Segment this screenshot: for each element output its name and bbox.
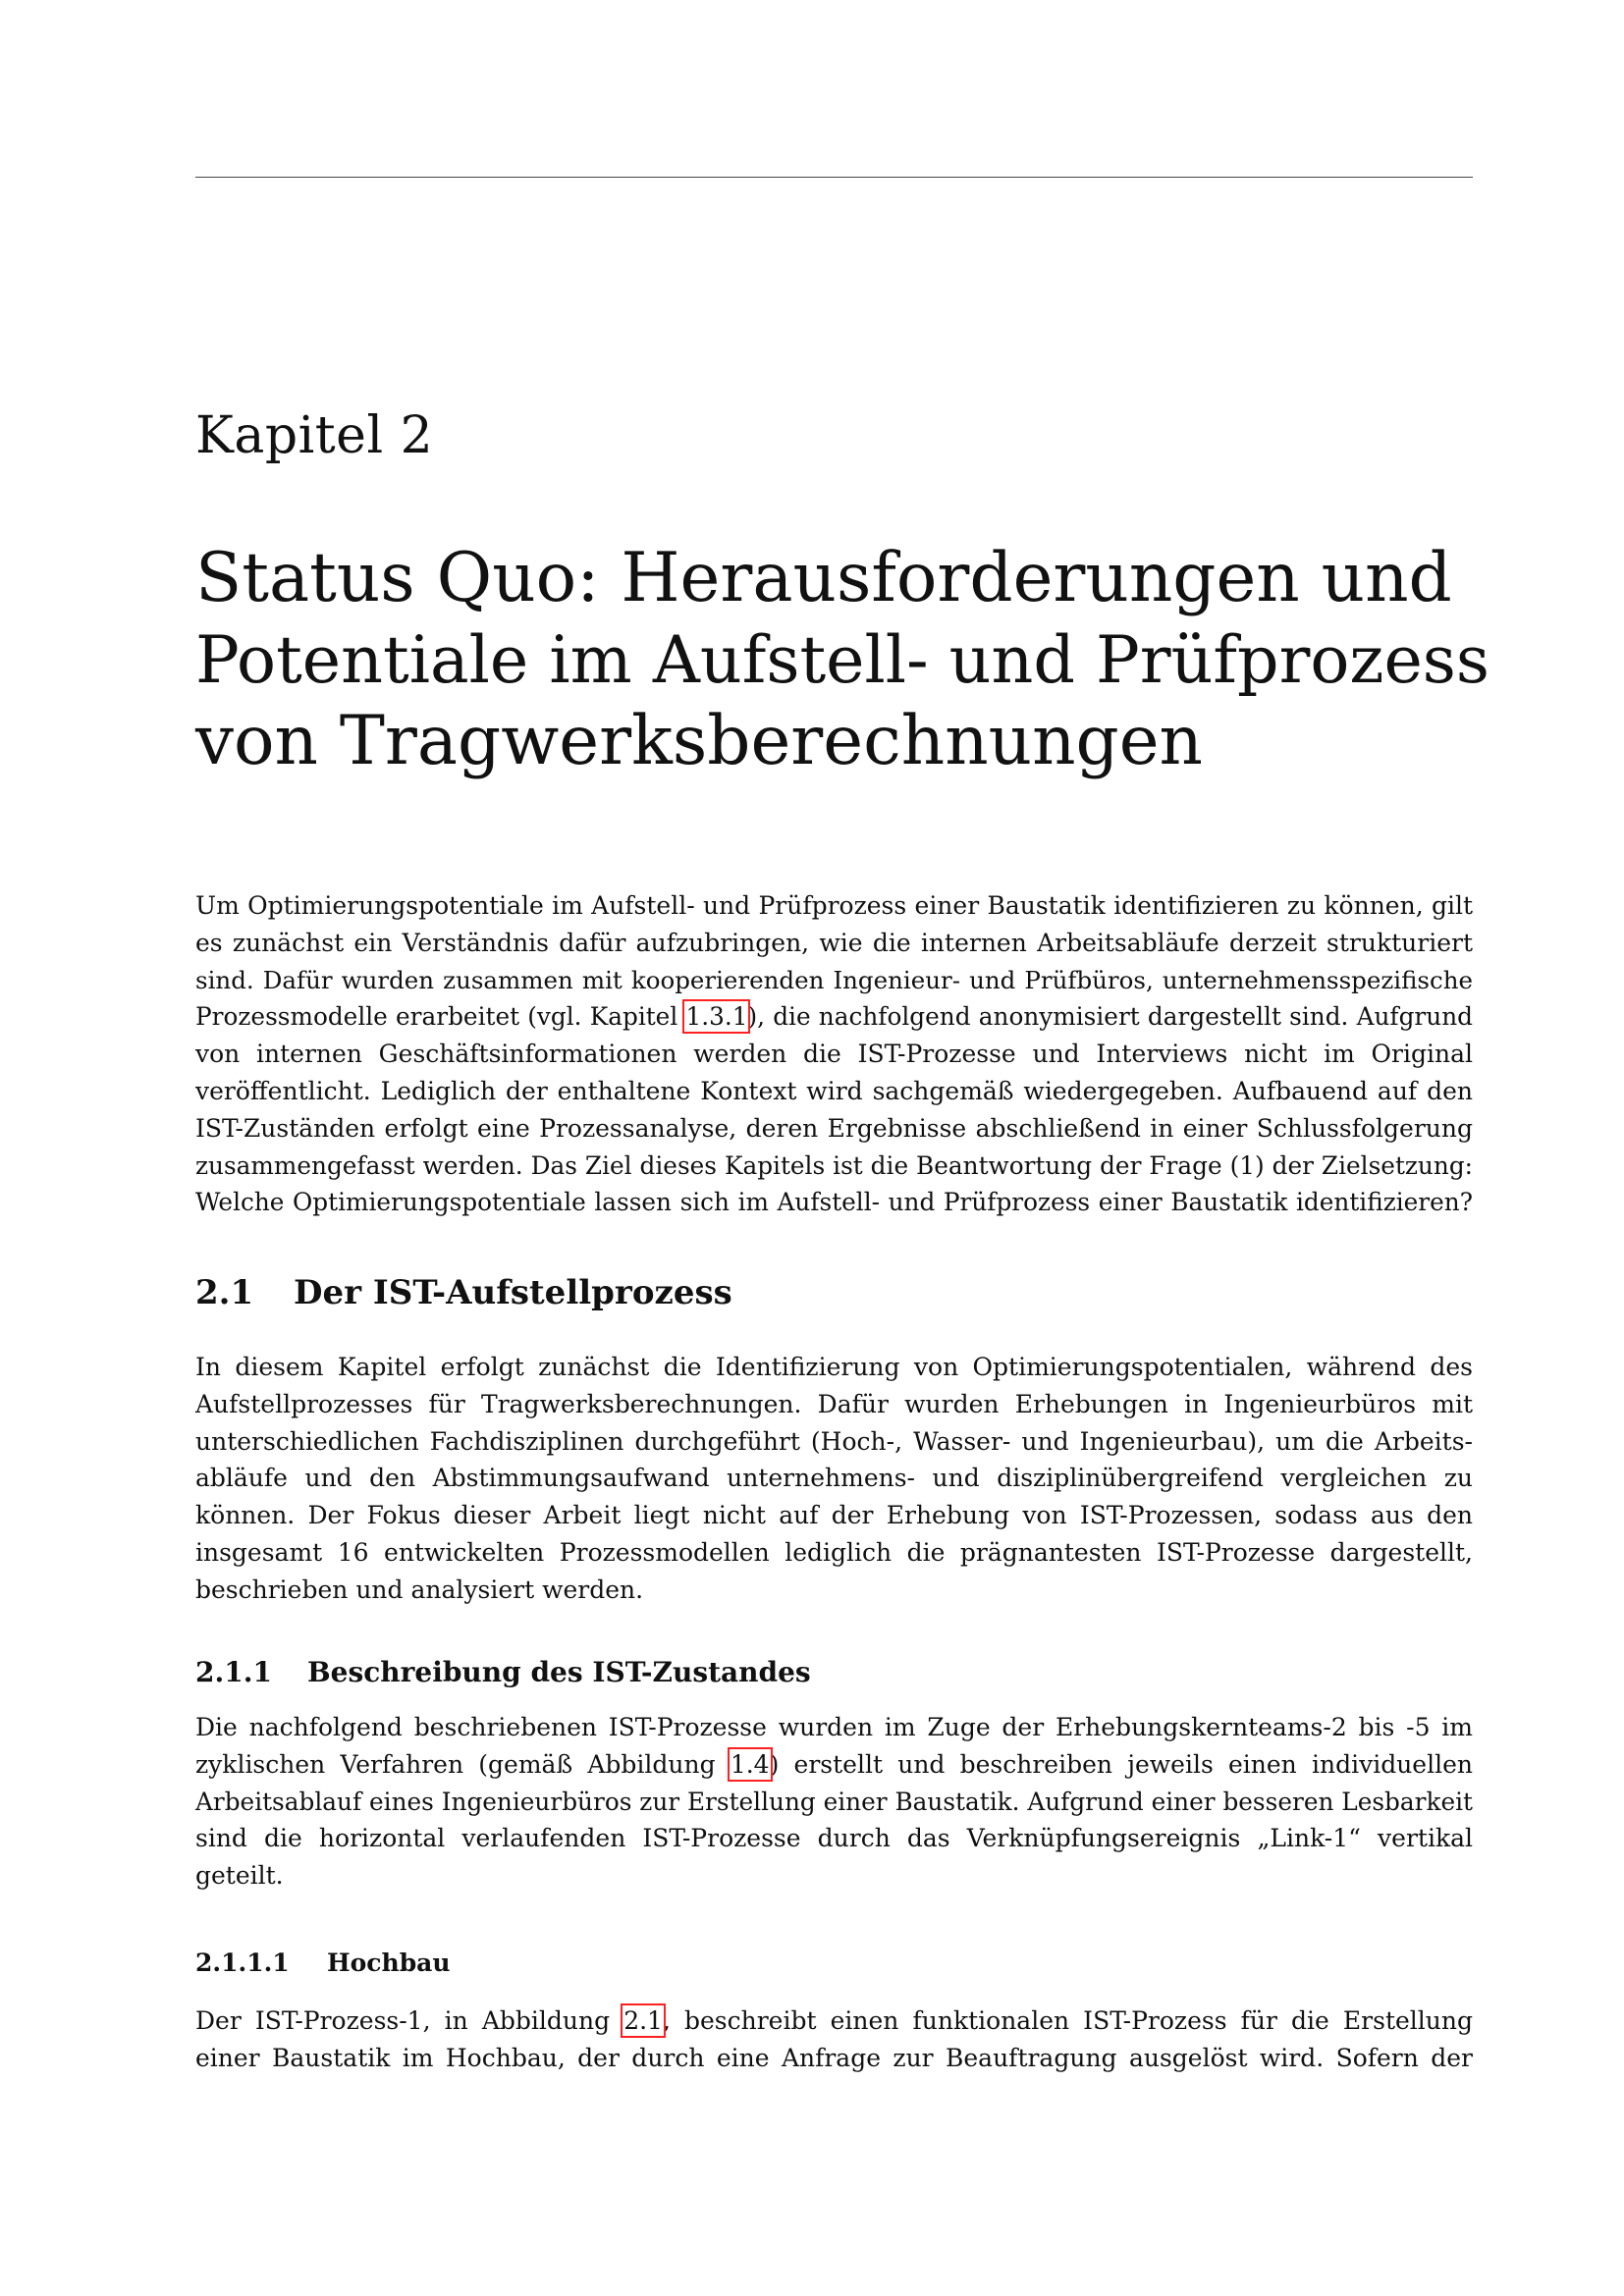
text-line: abläufe und den Abstimmungsaufwand unternehmens- und disziplinübergreifend vergleichen zu [195, 1464, 1473, 1493]
text-fragment: ) erstellt und beschreiben jeweils einen individuellen [769, 1749, 1473, 1779]
section-2-1-1-1-paragraph [195, 2002, 1473, 2077]
text-fragment: Der IST-Prozess-1, in Abbildung [195, 2006, 624, 2035]
text-line: es zunächst ein Verständnis dafür aufzubringen, wie die internen Arbeitsabläufe derzeit strukturiert [195, 928, 1473, 957]
section-2-1-1-paragraph [195, 1709, 1473, 1895]
section-number: 2.1.1 [195, 1656, 272, 1688]
chapter-title-line: von Tragwerksberechnungen [195, 702, 1203, 780]
text-line: Welche Optimierungspotentiale lassen sich im Aufstell- und Prüfprozess einer Baustatik identifizieren? [195, 1188, 1473, 1217]
section-number: 2.1 [195, 1273, 254, 1312]
section-title: Der IST-Aufstellprozess [294, 1273, 732, 1312]
section-2-1-paragraph [195, 1349, 1473, 1609]
text-line: beschrieben und analysiert werden. [195, 1575, 644, 1604]
section-number: 2.1.1.1 [195, 1949, 290, 1977]
text-line: von internen Geschäftsinformationen werden die IST-Prozesse und Interviews nicht im Original [195, 1040, 1473, 1069]
text-fragment: , beschreibt einen funktionalen IST-Prozess für die Erstellung [662, 2006, 1473, 2035]
intro-paragraph [195, 887, 1473, 1221]
figure-link-1-4[interactable]: 1.4 [730, 1749, 770, 1779]
text-line: IST-Zuständen erfolgt eine Prozessanalyse, deren Ergebnisse abschließend in einer Schlussfolgerung [195, 1113, 1473, 1143]
text-line: unterschiedlichen Fachdisziplinen durchgeführt (Hoch-, Wasser- und Ingenieurbau), um die Arbeits- [195, 1426, 1473, 1456]
text-line: Arbeitsablauf eines Ingenieurbüros zur Erstellung einer Baustatik. Aufgrund einer besseren Lesbarkeit [195, 1787, 1473, 1816]
section-title: Hochbau [327, 1949, 451, 1977]
text-fragment: ), die nachfolgend anonymisiert dargestellt sind. Aufgrund [747, 1002, 1473, 1032]
chapter-title-line: Potentiale im Aufstell- und Prüfprozess [195, 621, 1490, 698]
text-line [195, 998, 1473, 1036]
text-line: können. Der Fokus dieser Arbeit liegt nicht auf der Erhebung von IST-Prozessen, sodass aus den [195, 1501, 1473, 1530]
chapter-label: Kapitel 2 [195, 406, 434, 465]
text-line [195, 1746, 1473, 1784]
text-line: insgesamt 16 entwickelten Prozessmodellen lediglich die prägnantesten IST-Prozesse dargestellt, [195, 1537, 1473, 1567]
text-line: sind. Dafür wurden zusammen mit kooperierenden Ingenieur- und Prüfbüros, unternehmensspezifische [195, 965, 1473, 994]
text-line: sind die horizontal verlaufenden IST-Prozesse durch das Verknüpfungsereignis „Link-1“ vertikal [195, 1824, 1473, 1853]
text-line: Die nachfolgend beschriebenen IST-Prozesse wurden im Zuge der Erhebungskernteams-2 bis -5 im [195, 1713, 1473, 1741]
section-heading-2-1-1 [195, 1656, 811, 1688]
chapter-title [195, 538, 1491, 782]
section-heading-2-1-1-1 [195, 1950, 451, 1975]
text-line: Um Optimierungspotentiale im Aufstell- und Prüfprozess einer Baustatik identifizieren zu können, gilt [195, 891, 1473, 920]
text-fragment: Prozessmodelle erarbeitet (vgl. Kapitel [195, 1002, 686, 1032]
text-line: geteilt. [195, 1861, 284, 1891]
text-line: In diesem Kapitel erfolgt zunächst die Identifizierung von Optimierungspotentialen, während des [195, 1353, 1473, 1381]
text-line: zusammengefasst werden. Das Ziel dieses Kapitels ist die Beantwortung der Frage (1) der Zielsetzung: [195, 1150, 1473, 1180]
chapter-title-line: Status Quo: Herausforderungen und [195, 539, 1452, 617]
header-rule [195, 177, 1473, 178]
text-line [195, 2002, 1473, 2040]
text-line: Aufstellprozesses für Tragwerksberechnungen. Dafür wurden Erhebungen in Ingenieurbüros mit [195, 1389, 1473, 1418]
chapter-link-1-3-1[interactable]: 1.3.1 [685, 1002, 748, 1032]
text-line: einer Baustatik im Hochbau, der durch eine Anfrage zur Beauftragung ausgelöst wird. Sofern der [195, 2043, 1473, 2072]
section-title: Beschreibung des IST-Zustandes [307, 1656, 811, 1688]
text-fragment: zyklischen Verfahren (gemäß Abbildung [195, 1749, 731, 1779]
text-line: veröffentlicht. Lediglich der enthaltene Kontext wird sachgemäß wiedergegeben. Aufbauend auf den [195, 1076, 1473, 1105]
section-heading-2-1 [195, 1273, 732, 1312]
figure-link-2-1[interactable]: 2.1 [623, 2006, 663, 2035]
